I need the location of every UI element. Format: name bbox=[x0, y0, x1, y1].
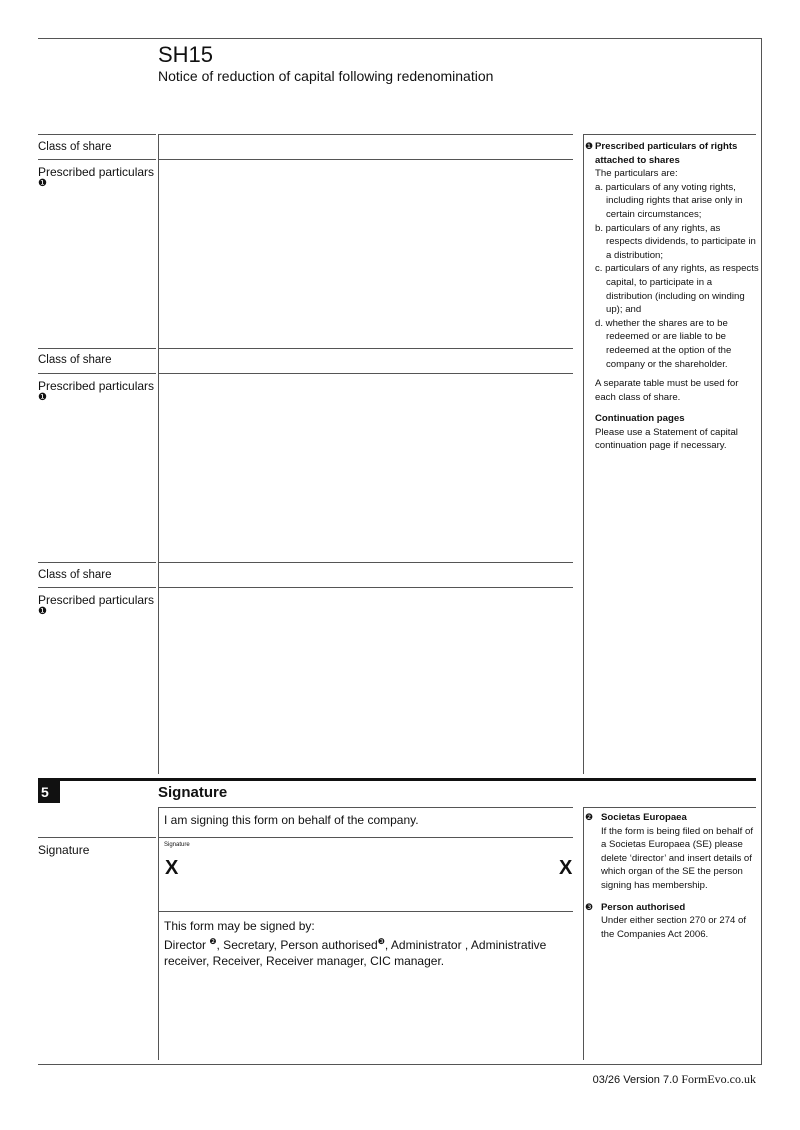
form-title: Notice of reduction of capital following redenomination bbox=[158, 68, 494, 84]
section-number: 5 bbox=[38, 781, 60, 803]
person-authorised-title: Person authorised bbox=[601, 901, 686, 913]
list-item: b. particulars of any rights, as respects dividends, to participate in a distribution; bbox=[595, 222, 756, 261]
signed-by-part: , Secretary, Person authorised bbox=[216, 938, 378, 952]
right-frame bbox=[761, 134, 762, 1064]
se-note-title: Societas Europaea bbox=[601, 812, 687, 823]
class-of-share-label: Class of share bbox=[38, 141, 112, 153]
prescribed-particulars-label: Prescribed particulars bbox=[38, 593, 155, 607]
class-of-share-label: Class of share bbox=[38, 354, 112, 366]
list-item: d. whether the shares are to be redeemed or are liable to be redeemed at the option of the company or the shareholder. bbox=[595, 317, 732, 370]
class-of-share-input-2[interactable] bbox=[158, 349, 573, 373]
note-ref-icon: ❸ bbox=[377, 937, 385, 946]
row-divider bbox=[38, 837, 156, 838]
top-rule bbox=[38, 38, 762, 39]
se-note-text: If the form is being filed on behalf of a Societas Europaea (SE) please delete ‘director’ and insert details of which organ of the SE the person signing has membership. bbox=[601, 825, 753, 891]
prescribed-particulars-label: Prescribed particulars bbox=[38, 379, 155, 393]
form-code: SH15 bbox=[158, 42, 214, 67]
continuation-title: Continuation pages bbox=[595, 413, 685, 425]
row-divider bbox=[38, 348, 156, 349]
section-title: Signature bbox=[158, 784, 228, 801]
note-ref-icon: ❶ bbox=[38, 606, 47, 617]
note-ref-icon: ❶ bbox=[38, 392, 47, 403]
class-of-share-input-1[interactable] bbox=[158, 135, 573, 159]
signed-by-part: , Administrator , Administrative receiver, Receiver, Receiver manager, CIC manager. bbox=[164, 938, 547, 968]
note-column-rule bbox=[583, 134, 584, 774]
row-divider bbox=[158, 911, 573, 912]
continuation-text: Please use a Statement of capital continuation page if necessary. bbox=[595, 426, 738, 452]
note-ref-icon: ❶ bbox=[585, 141, 594, 151]
note-divider bbox=[583, 134, 756, 135]
brand-text: FormEvo.co.uk bbox=[681, 1072, 756, 1086]
signature-field-caption: Signature bbox=[164, 842, 190, 848]
signed-by-text bbox=[164, 918, 564, 969]
row-divider bbox=[38, 562, 156, 563]
list-item: a. particulars of any voting rights, including rights that arise only in certain circumstances; bbox=[595, 181, 743, 220]
prescribed-particulars-label: Prescribed particulars bbox=[38, 165, 155, 179]
se-note bbox=[585, 811, 759, 941]
signature-x-right: X bbox=[559, 857, 573, 879]
prescribed-particulars-input-1[interactable] bbox=[158, 160, 573, 348]
signature-x-left: X bbox=[165, 857, 179, 879]
row-divider bbox=[38, 587, 156, 588]
behalf-statement: I am signing this form on behalf of the company. bbox=[164, 813, 419, 827]
row-divider bbox=[158, 807, 573, 808]
note-column-rule bbox=[583, 807, 584, 1060]
row-divider bbox=[38, 373, 156, 374]
person-authorised-text: Under either section 270 or 274 of the Companies Act 2006. bbox=[601, 915, 747, 940]
class-of-share-input-3[interactable] bbox=[158, 563, 573, 587]
rights-note-list bbox=[595, 181, 759, 371]
right-frame-top bbox=[761, 38, 762, 134]
note-ref-icon: ❶ bbox=[38, 178, 47, 189]
note-ref-icon: ❸ bbox=[585, 901, 594, 912]
note-divider bbox=[583, 807, 756, 808]
rights-note bbox=[585, 140, 759, 453]
signed-by-intro: This form may be signed by: bbox=[164, 919, 315, 933]
rights-note-intro: The particulars are: bbox=[595, 168, 678, 180]
footer bbox=[593, 1072, 756, 1087]
signed-by-part: Director bbox=[164, 938, 210, 952]
section-rule bbox=[38, 778, 756, 781]
note-ref-icon: ❷ bbox=[585, 812, 594, 822]
signed-by-roles bbox=[164, 934, 564, 969]
prescribed-particulars-input-2[interactable] bbox=[158, 374, 573, 562]
row-divider bbox=[38, 134, 156, 135]
row-divider bbox=[38, 159, 156, 160]
list-item: c. particulars of any rights, as respects capital, to participate in a distribution (including on winding up); and bbox=[595, 263, 759, 316]
signature-label: Signature bbox=[38, 843, 90, 857]
prescribed-particulars-input-3[interactable] bbox=[158, 588, 573, 774]
separate-table-note: A separate table must be used for each class of share. bbox=[595, 378, 739, 403]
rights-note-title: Prescribed particulars of rights attached to shares bbox=[595, 141, 738, 166]
class-of-share-label: Class of share bbox=[38, 569, 112, 581]
bottom-rule bbox=[38, 1064, 762, 1065]
signature-field[interactable] bbox=[159, 838, 573, 910]
version-text: 03/26 Version 7.0 bbox=[592, 1074, 679, 1086]
note-ref-icon: ❷ bbox=[209, 937, 217, 946]
